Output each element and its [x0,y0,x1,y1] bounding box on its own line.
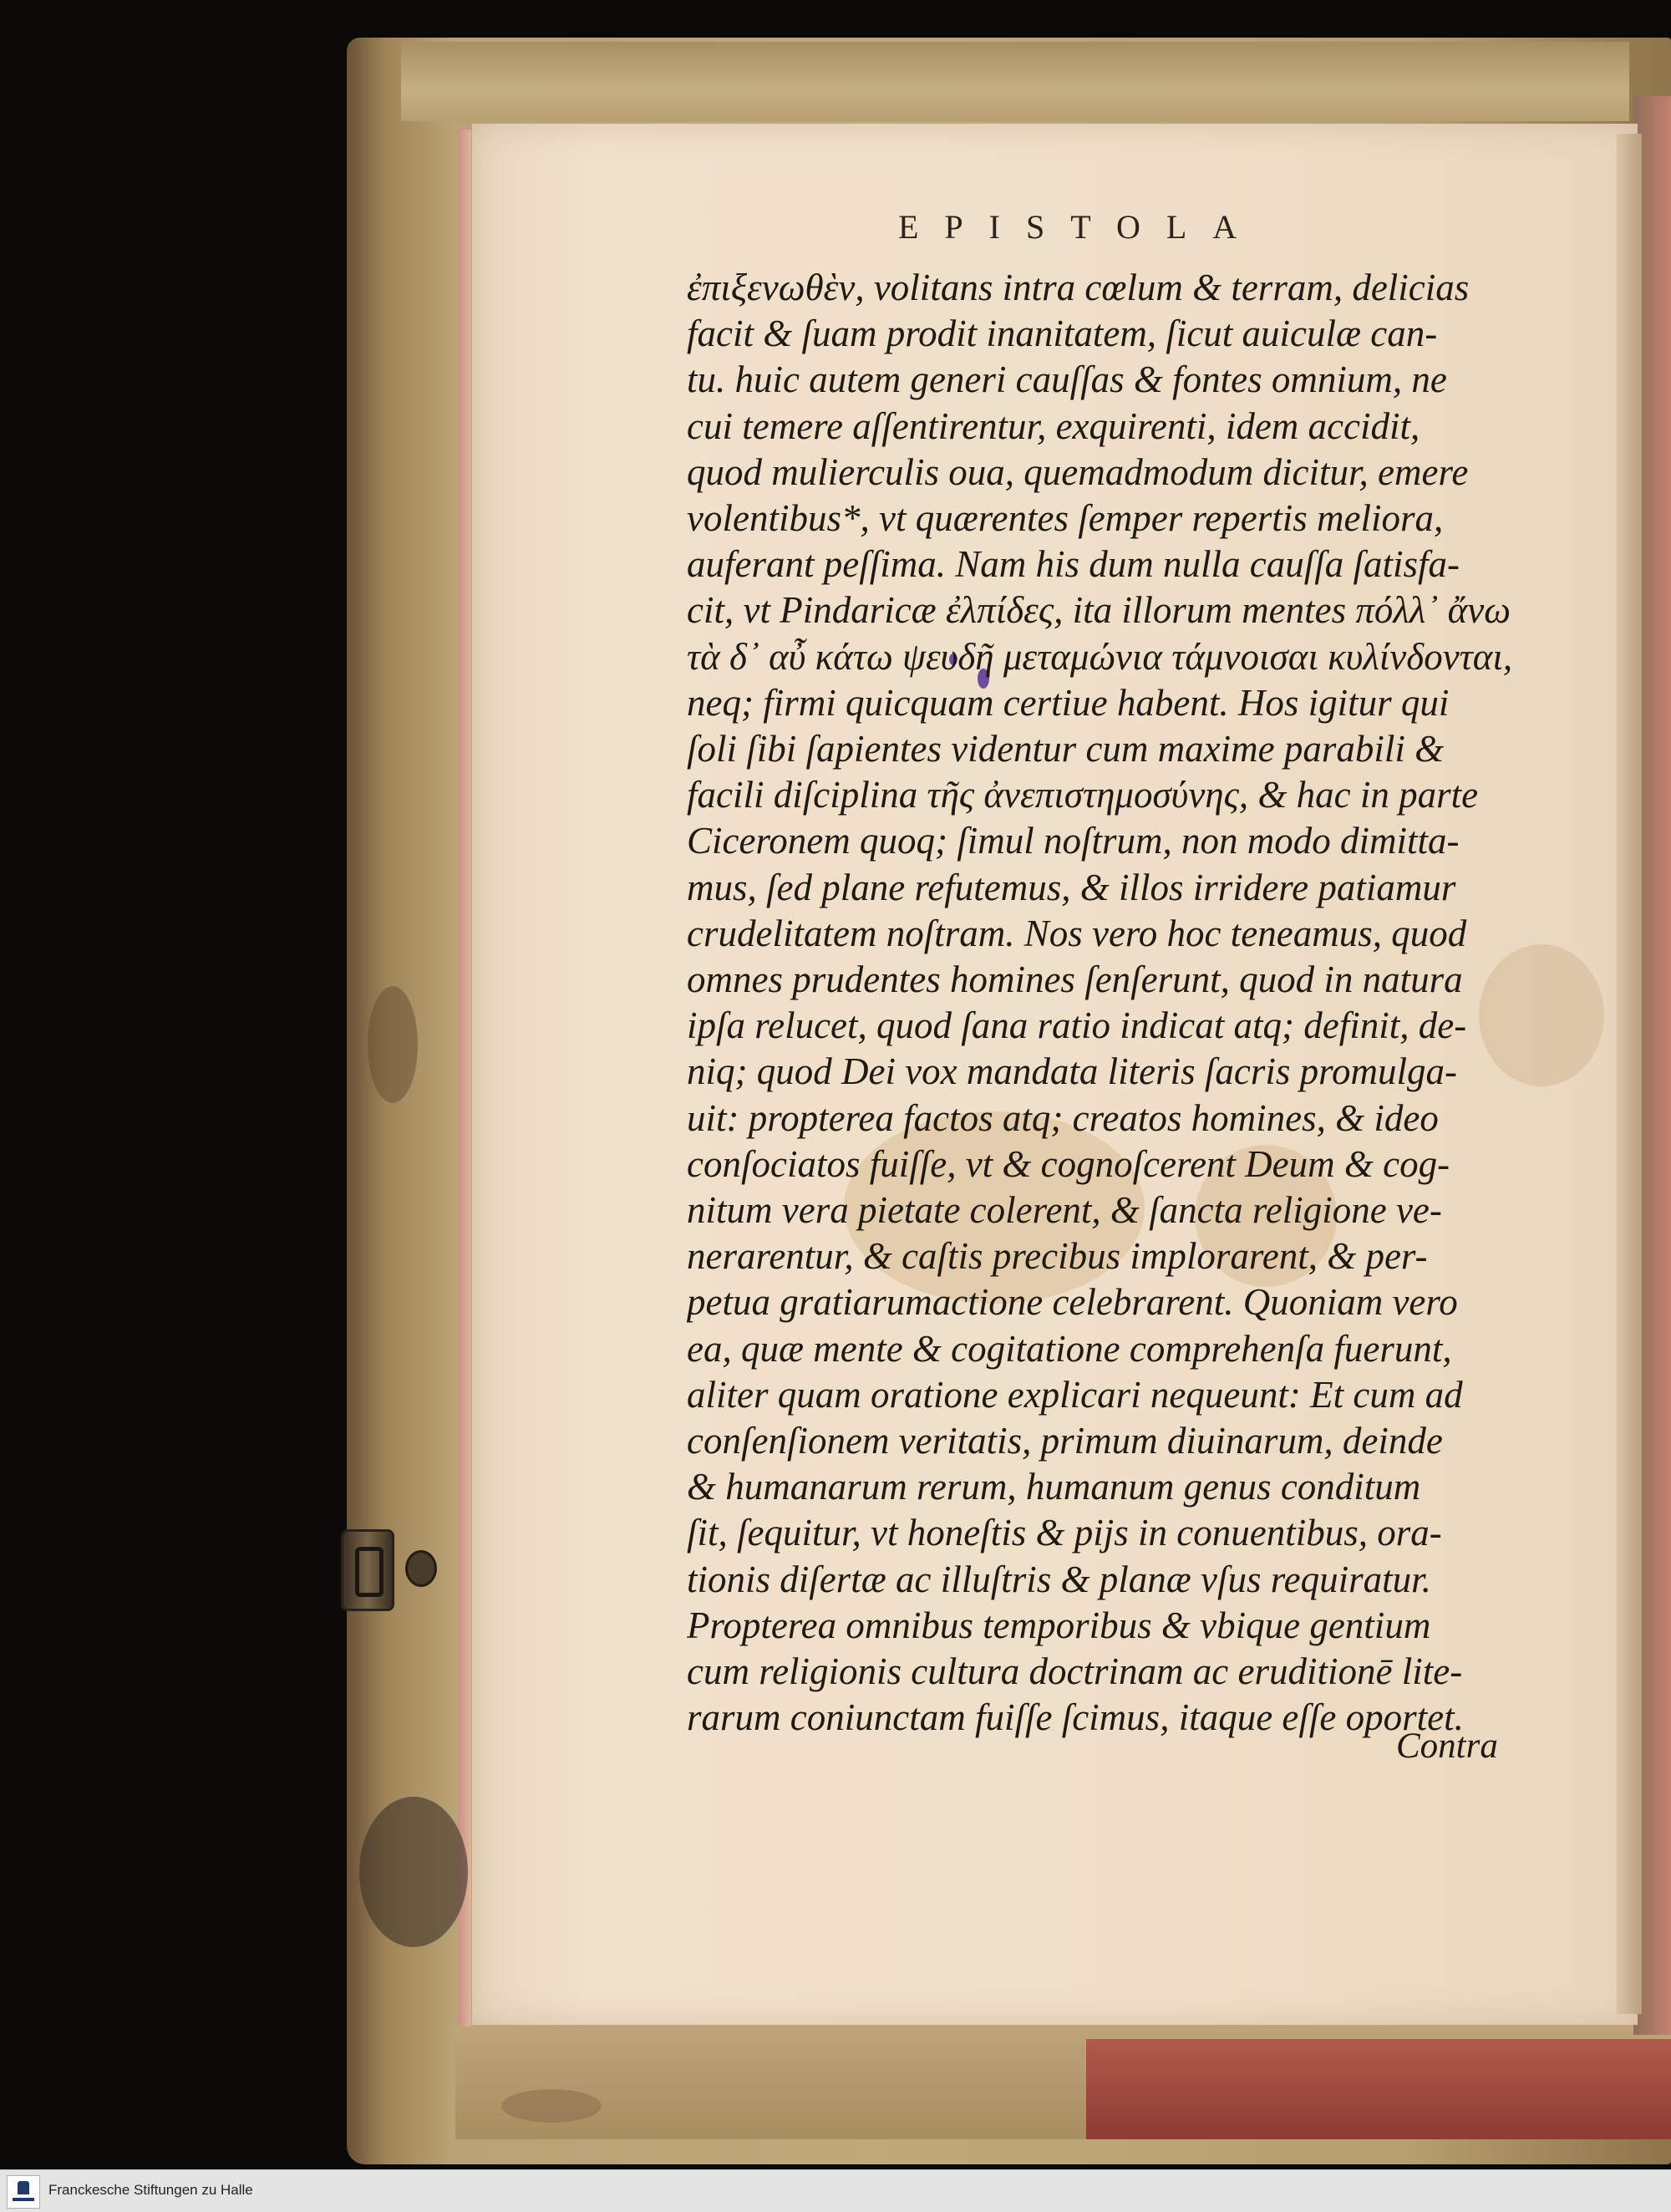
cover-stain [359,1797,468,1947]
text-line: neq; firmi quicquam certiue habent. Hos igitur qui [687,682,1450,724]
text-line: ipſa relucet, quod ſana ratio indicat atq; definit, de- [687,1004,1467,1046]
text-line: omnes prudentes homines ſenſerunt, quod in natura [687,959,1463,1000]
text-line: uit: propterea factos atq; creatos homines, & ideo [687,1097,1439,1139]
cover-stain [368,986,418,1103]
institution-name: Franckesche Stiftungen zu Halle [48,2182,253,2198]
running-head: EPISTOLA [898,208,1263,246]
clasp-pin-icon [405,1550,437,1587]
text-line: rarum coniunctam fuiſſe ſcimus, itaque eſſe oportet. [687,1696,1464,1738]
catchword: Contra [1396,1726,1498,1766]
text-line: petua gratiarumactione celebrarent. Quoniam vero [687,1281,1458,1323]
page-fold [1617,134,1642,2014]
cover-edge-top [401,42,1629,121]
text-line: ea, quæ mente & cogitatione comprehenſa fuerunt, [687,1328,1452,1370]
text-line: tu. huic autem generi cauſſas & fontes omnium, ne [687,358,1447,400]
text-line: ſit, ſequitur, vt honeſtis & pijs in conuentibus, ora- [687,1512,1442,1553]
text-line: aliter quam oratione explicari nequeunt: Et cum ad [687,1374,1463,1416]
text-line: niq; quod Dei vox mandata literis ſacris promulga- [687,1050,1457,1092]
text-line: Propterea omnibus temporibus & vbique gentium [687,1604,1431,1646]
red-edge-left [458,130,471,2026]
text-line: conſenſionem veritatis, primum diuinarum, deinde [687,1420,1443,1462]
text-line: ſoli ſibi ſapientes videntur cum maxime parabili & [687,728,1445,770]
institution-logo-icon [7,2175,40,2209]
viewer-footer [0,2169,1671,2212]
text-line: cum religionis cultura doctrinam ac eruditionē lite- [687,1650,1463,1692]
text-line: conſociatos fuiſſe, vt & cognoſcerent Deum & cog- [687,1143,1450,1185]
text-line: Ciceronem quoq; ſimul noſtrum, non modo dimitta- [687,820,1460,862]
text-line: auferant peſſima. Nam his dum nulla cauſſa ſatisfa- [687,543,1460,585]
text-line: volentibus*, vt quærentes ſemper repertis meliora, [687,497,1444,539]
text-line: cui temere aſſentirentur, exquirenti, idem accidit, [687,405,1420,447]
text-line: mus, ſed plane refutemus, & illos irridere patiamur [687,867,1456,908]
text-line: nerarentur, & caſtis precibus implorarent, & per- [687,1235,1428,1277]
text-line: cit, vt Pindaricæ ἐλπίδες, ita illorum mentes πόλλ᾽ ἄνω [687,589,1511,631]
red-edge-bottom [1086,2039,1671,2139]
text-line: crudelitatem noſtram. Nos vero hoc teneamus, quod [687,913,1467,954]
cover-stain [501,2089,602,2123]
text-line: ἐπιξενωθὲν, volitans intra cœlum & terram, delicias [687,267,1470,308]
text-line: quod mulierculis oua, quemadmodum dicitur, emere [687,451,1469,493]
text-line: τὰ δ᾽ αὖ κάτω ψευδῆ μεταμώνια τάμνοισαι κυλίνδονται, [687,636,1513,678]
text-line: facili diſciplina τῆς ἀνεπιστημοσύνης, & hac in parte [687,774,1479,816]
text-line: tionis diſertæ ac illuſtris & planæ vſus requiratur. [687,1559,1431,1600]
text-line: facit & ſuam prodit inanitatem, ſicut auiculæ can- [687,313,1438,354]
text-line: & humanarum rerum, humanum genus conditum [687,1466,1421,1508]
text-line: nitum vera pietate colerent, & ſancta religione ve- [687,1189,1442,1231]
book-clasp-icon [341,1529,394,1611]
